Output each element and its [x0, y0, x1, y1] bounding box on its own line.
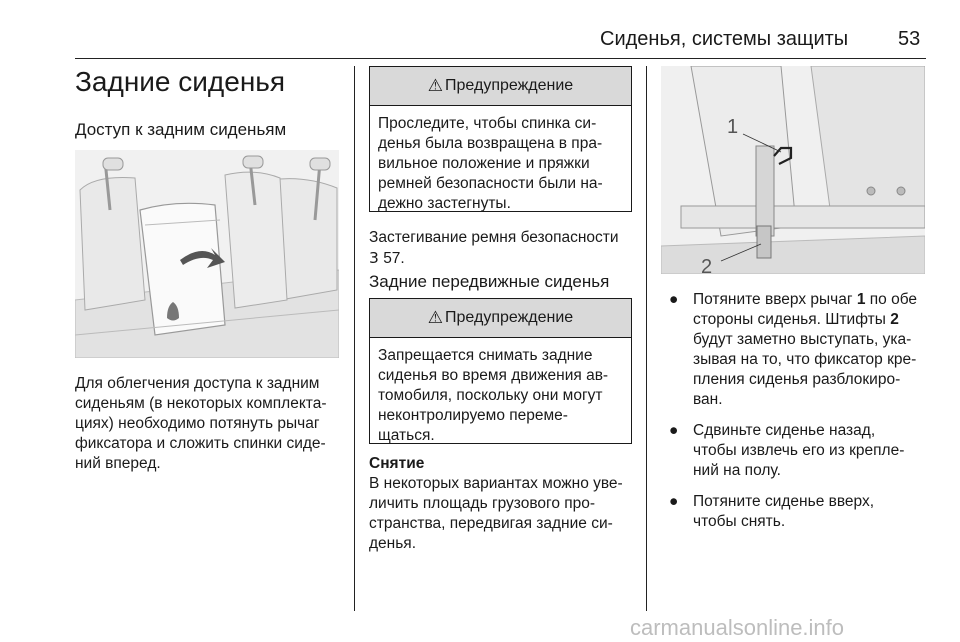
list-item: ● Потяните вверх рычаг 1 по обе стороны сиденья. Штифты 2 будут заметно выступать, ука- зывая на то, что фиксатор кре- пления сиденья разблокиро- ван. — [669, 291, 918, 408]
text-line — [369, 248, 639, 269]
text-line: ремней безопасности были на- — [378, 175, 603, 192]
rear-seats-illustration — [75, 150, 339, 358]
page-reference-arrow-icon: 3 — [369, 249, 379, 267]
warning-triangle-icon: ⚠ — [427, 308, 444, 327]
text-line: неконтролируемо переме- — [378, 407, 568, 424]
running-header: Сиденья, системы защиты — [600, 28, 849, 50]
warning-box-2 — [369, 298, 632, 444]
warning-title: Предупреждение — [445, 309, 574, 326]
column-divider-right — [646, 66, 647, 611]
seat-latch-illustration — [661, 66, 925, 274]
text-line: циях) необходимо потянуть рычаг — [75, 415, 320, 432]
text-line: ний вперед. — [75, 455, 161, 472]
text-line: фиксатора и сложить спинки сиде- — [75, 435, 326, 452]
list-item: ● Сдвиньте сиденье назад, чтобы извлечь его из крепле- ний на полу. — [669, 422, 905, 479]
text-line: томобиля, поскольку они могут — [378, 387, 603, 404]
instruction-list — [661, 290, 931, 543]
text-line: щаться. — [378, 427, 435, 444]
text-line: денья была возвращена в пра- — [378, 135, 603, 152]
watermark: carmanualsonline.info — [630, 615, 845, 640]
warning-box-body — [370, 106, 631, 214]
text-line: Для облегчения доступа к задним — [75, 375, 320, 392]
figure-label-2: 2 — [701, 256, 713, 274]
removal-section — [369, 454, 644, 554]
belt-reference — [369, 228, 639, 269]
removal-heading: Снятие — [369, 455, 425, 472]
header-rule — [75, 58, 926, 59]
seat-latch-figure — [661, 66, 925, 274]
warning-box-header — [370, 67, 631, 106]
text-line: денья. — [369, 535, 416, 552]
rear-seats-figure — [75, 150, 339, 358]
warning-box-1 — [369, 66, 632, 212]
page-number: 53 — [898, 28, 921, 50]
page-reference[interactable]: 57. — [383, 250, 405, 267]
subsection-heading: Доступ к задним сиденьям — [75, 120, 287, 139]
bullet-icon: ● — [669, 422, 679, 439]
bullet-icon: ● — [669, 291, 679, 308]
text-line: сиденьям (в некоторых комплекта- — [75, 395, 327, 412]
warning-box-header — [370, 299, 631, 338]
text-line: В некоторых вариантах можно уве- — [369, 475, 623, 492]
section-heading: Задние сиденья — [75, 66, 286, 97]
figure-label-1: 1 — [727, 116, 739, 138]
subsection-heading-movable: Задние передвижные сиденья — [369, 272, 610, 291]
warning-triangle-icon: ⚠ — [427, 76, 444, 95]
list-item: ● Потяните сиденье вверх, чтобы снять. — [669, 493, 875, 530]
access-paragraph — [75, 374, 350, 474]
text-line: странства, передвигая задние си- — [369, 515, 613, 532]
text-line: вильное положение и пряжки — [378, 155, 590, 172]
text-line: дежно застегнуты. — [378, 195, 511, 212]
text-line: Застегивание ремня безопасности — [369, 229, 619, 246]
text-line: Запрещается снимать задние — [378, 347, 593, 364]
column-divider-left — [354, 66, 355, 611]
warning-title: Предупреждение — [445, 77, 574, 94]
warning-box-body — [370, 338, 631, 446]
text-line: сиденья во время движения ав- — [378, 367, 609, 384]
text-line: личить площадь грузового про- — [369, 495, 596, 512]
bullet-icon: ● — [669, 493, 679, 510]
text-line: Проследите, чтобы спинка си- — [378, 115, 597, 132]
